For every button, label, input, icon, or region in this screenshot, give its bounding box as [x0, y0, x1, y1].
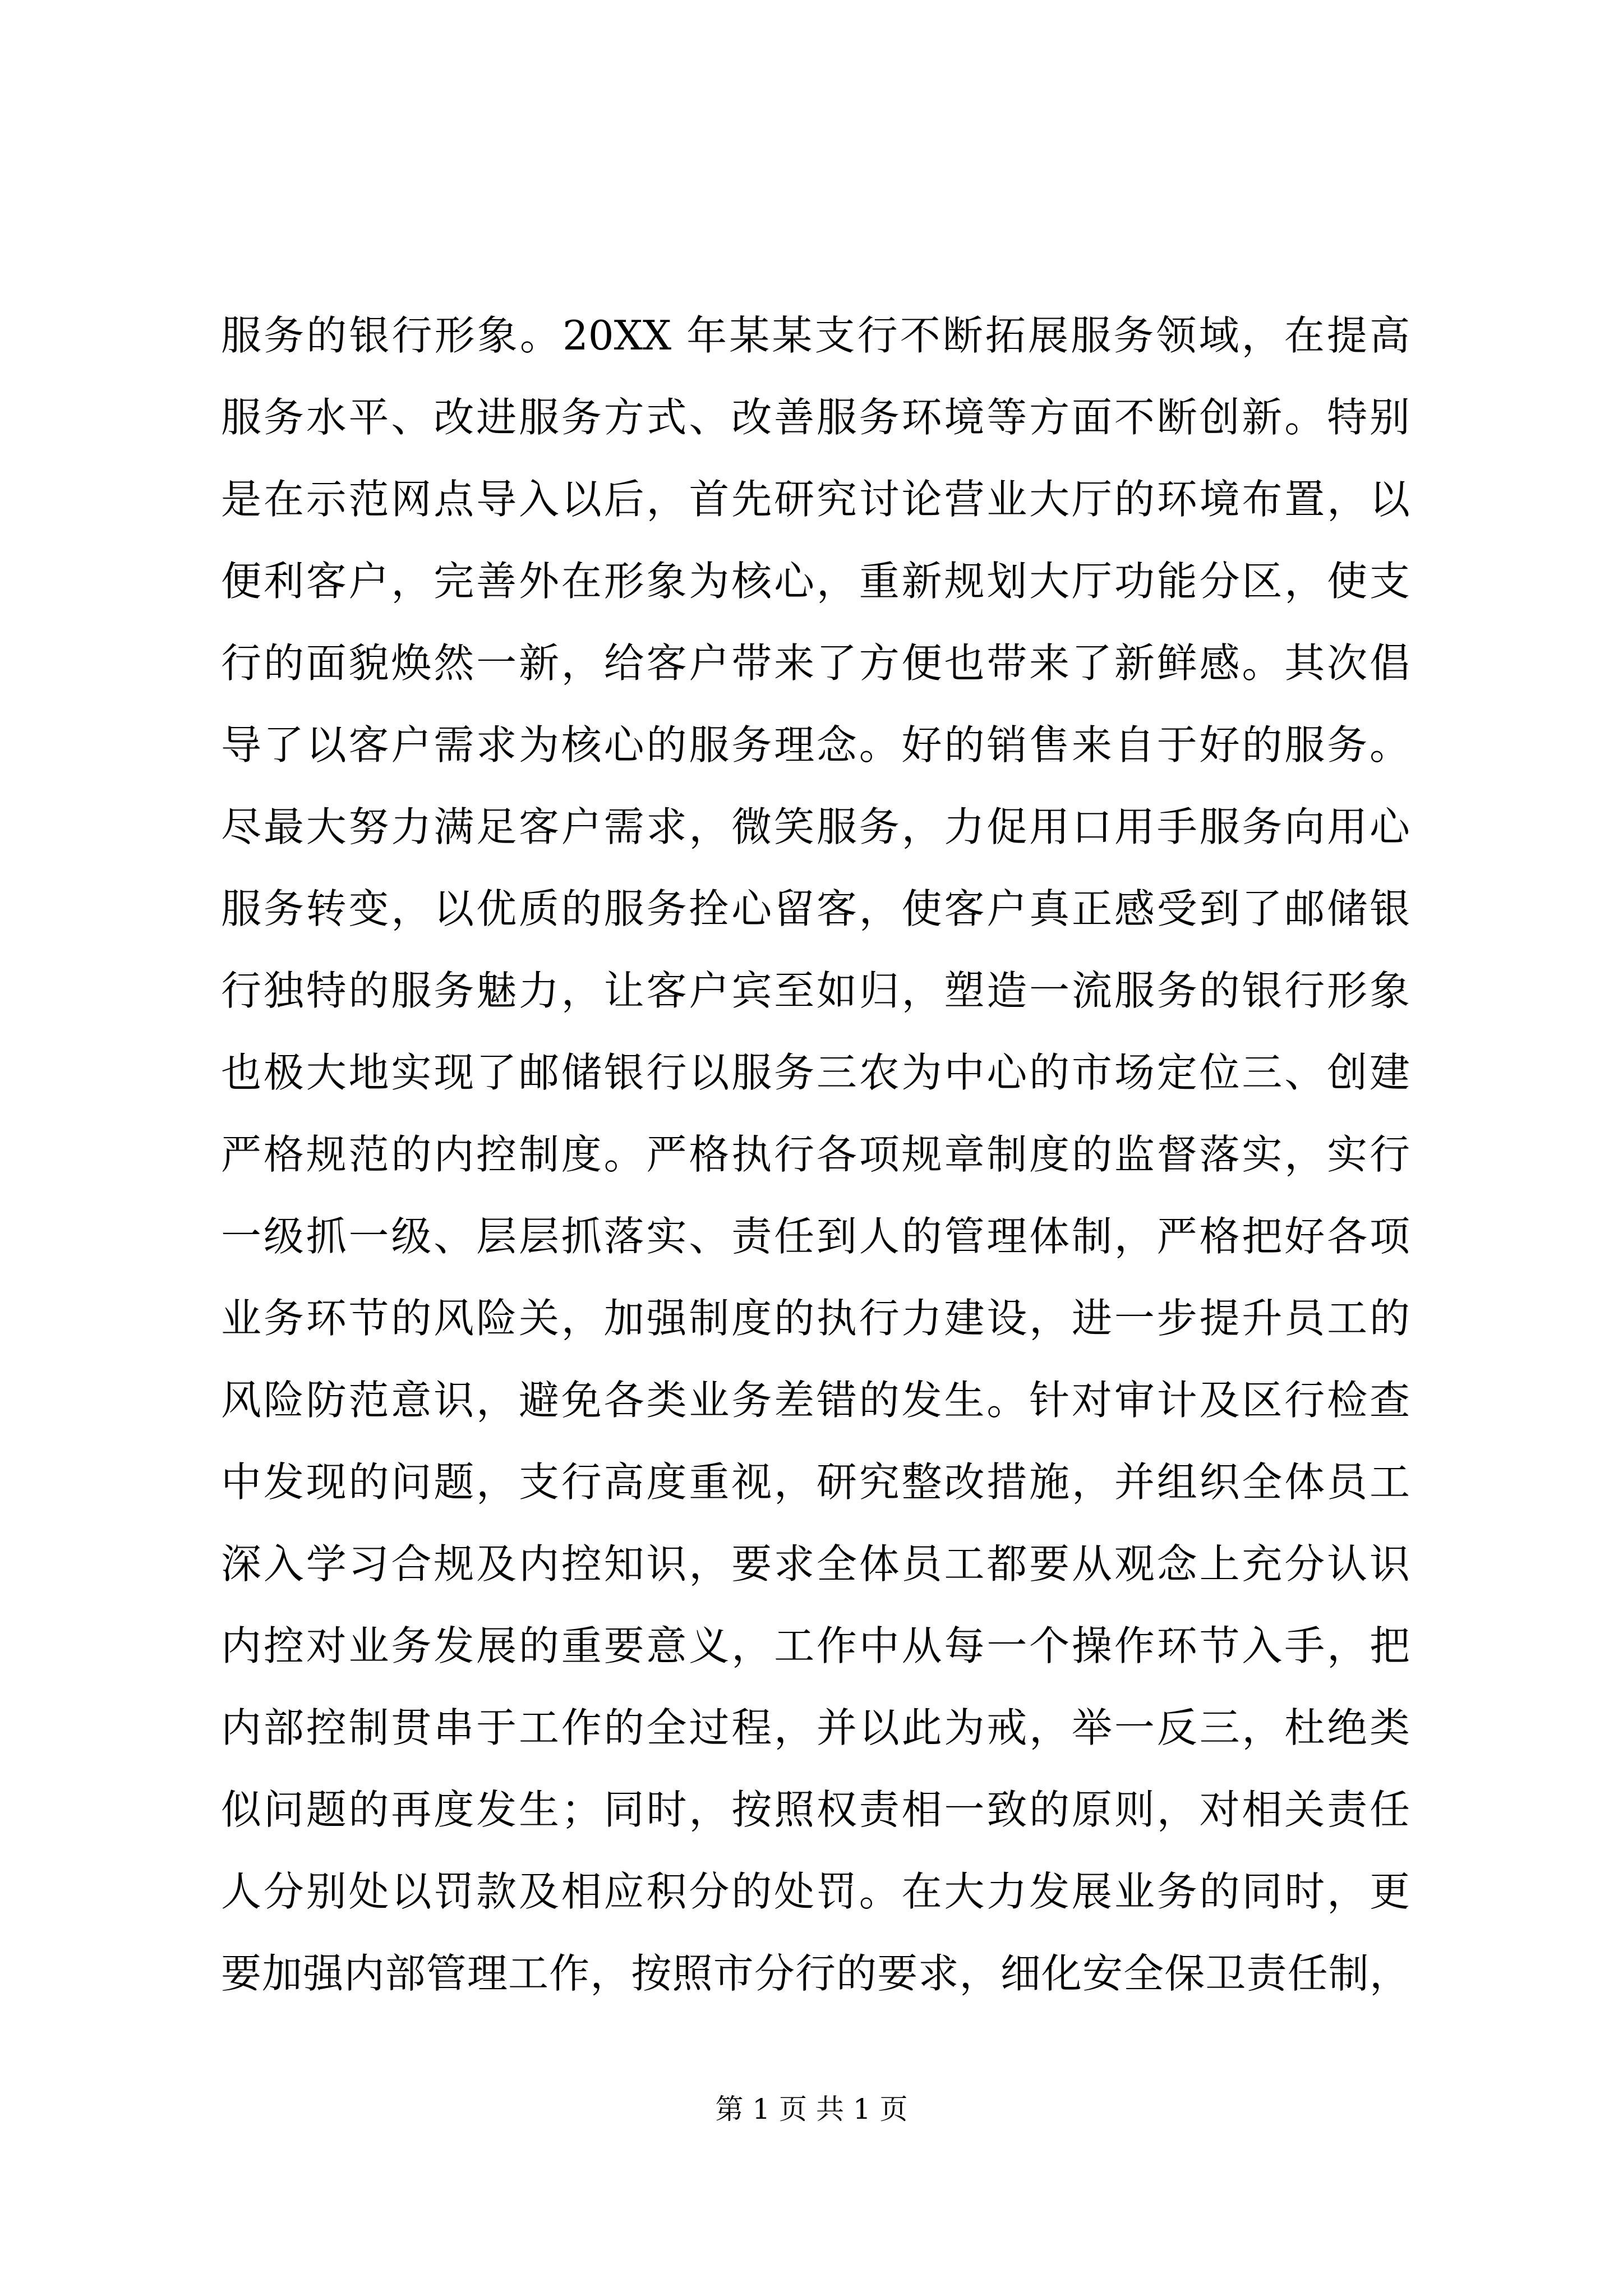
- text-line: 一级抓一级、层层抓落实、责任到人的管理体制，严格把好各项: [221, 1213, 1410, 1260]
- text-line: 内控对业务发展的重要意义，工作中从每一个操作环节入手，把: [221, 1622, 1410, 1669]
- text-line: 深入学习合规及内控知识，要求全体员工都要从观念上充分认识: [221, 1540, 1410, 1588]
- text-line: 行独特的服务魅力，让客户宾至如归，塑造一流服务的银行形象: [221, 967, 1410, 1014]
- text-line: 风险防范意识，避免各类业务差错的发生。针对审计及区行检查: [221, 1377, 1410, 1424]
- text-line: 也极大地实现了邮储银行以服务三农为中心的市场定位三、创建: [221, 1049, 1410, 1096]
- text-line: 服务转变，以优质的服务拴心留客，使客户真正感受到了邮储银: [221, 885, 1410, 932]
- text-line: 业务环节的风险关，加强制度的执行力建设，进一步提升员工的: [221, 1295, 1410, 1342]
- page-footer: 第 1 页 共 1 页: [715, 2093, 908, 2125]
- text-line: 行的面貌焕然一新，给客户带来了方便也带来了新鲜感。其次倡: [221, 639, 1410, 687]
- text-line: 似问题的再度发生；同时，按照权责相一致的原则，对相关责任: [221, 1786, 1410, 1833]
- text-line: 服务水平、改进服务方式、改善服务环境等方面不断创新。特别: [221, 394, 1410, 441]
- text-line: 要加强内部管理工作，按照市分行的要求，细化安全保卫责任制，: [221, 1950, 1410, 1997]
- text-line: 人分别处以罚款及相应积分的处罚。在大力发展业务的同时，更: [221, 1868, 1410, 1915]
- text-line: 内部控制贯串于工作的全过程，并以此为戒，举一反三，杜绝类: [221, 1704, 1410, 1751]
- text-line: 服务的银行形象。20XX 年某某支行不断拓展服务领域，在提高: [221, 312, 1410, 359]
- text-line: 严格规范的内控制度。严格执行各项规章制度的监督落实，实行: [221, 1131, 1410, 1178]
- text-line: 便利客户，完善外在形象为核心，重新规划大厅功能分区，使支: [221, 558, 1410, 605]
- text-line: 是在示范网点导入以后，首先研究讨论营业大厅的环境布置，以: [221, 476, 1410, 523]
- text-line: 尽最大努力满足客户需求，微笑服务，力促用口用手服务向用心: [221, 803, 1410, 850]
- text-line: 中发现的问题，支行高度重视，研究整改措施，并组织全体员工: [221, 1458, 1410, 1506]
- text-line: 导了以客户需求为核心的服务理念。好的销售来自于好的服务。: [221, 721, 1410, 769]
